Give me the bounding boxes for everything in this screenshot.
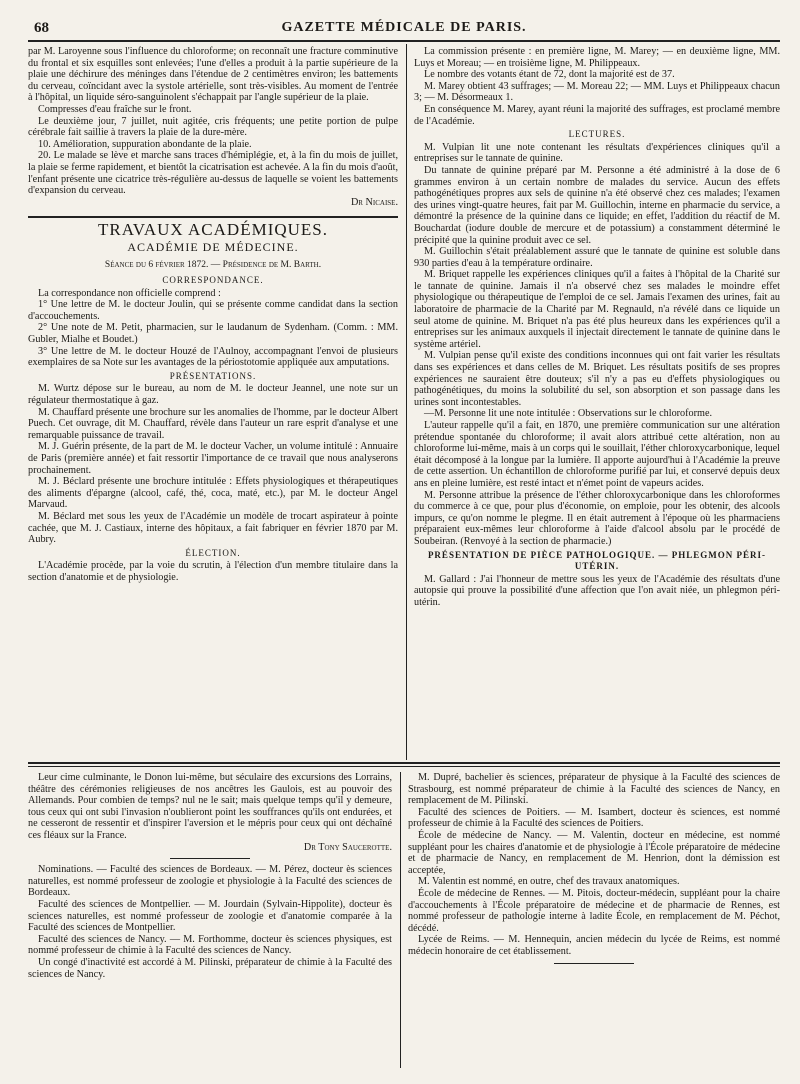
- top-left-column: [28, 46, 398, 758]
- paragraph: 20. Le malade se lève et marche sans traces d'hémiplégie, et, à la fin du mois de juillet, la plaie se ferme rapidement, et bientôt la cicatrisation est achevée. A la fin du mois d'août, l'enfant présente une cicatrice très-régulière au-dessus de laquelle se voient les battements d'expansion du cerveau.: [28, 150, 398, 197]
- paragraph: M. Guillochin s'était préalablement assuré que le tannate de quinine est soluble dans 930 parties d'eau à la température ordinaire.: [414, 246, 780, 269]
- journal-title: GAZETTE MÉDICALE DE PARIS.: [281, 20, 527, 35]
- section-title: TRAVAUX ACADÉMIQUES.: [97, 220, 328, 240]
- subhead-election: ÉLECTION.: [185, 547, 241, 558]
- subhead-piece-pathologique: PRÉSENTATION DE PIÈCE PATHOLOGIQUE. — PHLEGMON PÉRI-UTÉRIN.: [427, 549, 767, 572]
- paragraph: M. Marey obtient 43 suffrages; — M. Moreau 22; — MM. Luys et Philippeaux chacun 3; — M. Désormeaux 1.: [414, 80, 780, 104]
- paragraph: Faculté des sciences de Poitiers. — M. Isambert, docteur ès sciences, est nommé professeur de chimie à la Faculté des sciences de Poitiers.: [408, 806, 780, 830]
- top-right-column: [414, 46, 780, 758]
- paragraph: M. Wurtz dépose sur le bureau, au nom de M. le docteur Jeannel, une note sur un régulateur thermostatique à gaz.: [28, 383, 398, 407]
- paragraph: M. Vulpian lit une note contenant les résultats d'expériences cliniques qu'il a entreprises sur le tannate de quinine.: [414, 141, 780, 165]
- page-number: 68: [34, 20, 49, 36]
- feuilleton-rule-thin: [28, 766, 780, 767]
- paragraph: M. Vulpian pense qu'il existe des conditions inconnues qui ont fait varier les résultats dans ses expériences et dans celles de M. Briquet. Les résultats positifs de ses propres expériences ne sauraient être douteux; s'il n'y a pas eu d'effets physiologiques ou pathogénétiques, du moins la solubilité du sel, son absorption et son passage dans les urines sont incontestables.: [414, 350, 780, 408]
- paragraph: M. Béclard met sous les yeux de l'Académie un modèle de trocart aspirateur à pointe cachée, que M. J. Castiaux, interne des hôpitaux, a fait fabriquer en février 1870 par M. Aubry.: [28, 510, 398, 546]
- paragraph: M. Dupré, bachelier ès sciences, préparateur de physique à la Faculté des sciences de Strasbourg, est nommé préparateur de chimie à la Faculté des sciences de Nancy, en remplacement de M. Pilinski.: [408, 772, 780, 807]
- signature: Dr Nicaise.: [350, 196, 398, 208]
- paragraph: M. Gallard : J'ai l'honneur de mettre sous les yeux de l'Académie des résultats d'une autopsie qui prouve la possibilité d'une affection que l'on avait niée, un phlegmon péri-utérin.: [414, 573, 780, 608]
- paragraph: L'auteur rappelle qu'il a fait, en 1870, une première communication sur une altération prétendue spontanée du chloroforme; il avait alors attribué cette altération, non au chloroforme lui-même, mais à un corps qui le souillait, l'éther chloroxycarbonique, lequel était décomposé à la longue par la lumière. Il apporte aujourd'hui à l'Académie la preuve de cette assertion. Un échantillon de chloroforme purifié par lui, et conservé depuis deux ans en pleine lumière, est resté intact et n'émet point de vapeurs acides.: [414, 420, 780, 489]
- paragraph: Du tannate de quinine préparé par M. Personne a été administré à la dose de 6 grammes environ à un certain nombre de malades du service. Aucun des effets pathogénétiques propres aux sels de quinine n'a été observé chez ces malades; l'examen des urines vingt-quatre heures, fait par M. Guillochin, interne en pharmacie du service, a démontré la présence de la quinine dans ce liquide; en effet, l'addition du réactif de M. Bouchardat (iodure double de mercure et de potassium) a constamment déterminé le précipité que la quinine produit avec ce sel.: [414, 164, 780, 246]
- paragraph: En conséquence M. Marey, ayant réuni la majorité des suffrages, est proclamé membre de l'Académie.: [414, 103, 780, 127]
- paragraph: Un congé d'inactivité est accordé à M. Pilinski, préparateur de chimie à la Faculté des sciences de Nancy.: [28, 956, 392, 980]
- bottom-left-column: [28, 772, 392, 1072]
- paragraph: La correspondance non officielle comprend :: [38, 287, 221, 299]
- paragraph: Nominations. — Faculté des sciences de Bordeaux. — M. Pérez, docteur ès sciences naturelles, est nommé professeur de zoologie et physiologie à la Faculté des sciences de Bordeaux.: [28, 864, 392, 899]
- column-divider-top: [406, 44, 407, 760]
- paragraph: Faculté des sciences de Nancy. — M. Forthomme, docteur ès sciences physiques, est nommé professeur de chimie à la Faculté des sciences de Nancy.: [28, 933, 392, 957]
- page-header: [28, 18, 780, 38]
- subhead-lectures: LECTURES.: [568, 129, 626, 140]
- paragraph: M. Briquet rappelle les expériences cliniques qu'il a faites à l'hôpital de la Charité sur le tannate de quinine. Jamais il n'a observé chez ses malades le moindre effet physiologique ou thérapeutique de l'emploi de ce sel. Jamais l'examen des urines, fait au laboratoire de pharmacie de la Charité par M. Regnauld, n'a révélé dans ce liquide un seul atome de quinine. M. Briquet n'a pas été plus heureux dans les expériences qu'il a entreprises sur les animaux auxquels il injectait directement le tannate de quinine dans le système artériel.: [414, 269, 780, 350]
- paragraph: 3° Une lettre de M. le docteur Houzé de l'Aulnoy, accompagnant l'envoi de plusieurs exemplaires de sa Note sur les avantages de la périostotomie appliquée aux amputations.: [28, 345, 398, 369]
- signature: Dr Tony Saucerotte.: [303, 841, 392, 853]
- paragraph: par M. Laroyenne sous l'influence du chloroforme; on reconnaît une fracture comminutive du frontal et six esquilles sont enlevées; l'une d'elles a produit à la partie supérieure de la plaie une déchirure des méninges dans l'étendue de 2 centimètres environ; les battements du cerveau, coïncidant avec la systole artérielle, sont très-visibles. Au moment de l'entrée à l'hôpital, un liquide séro-sanguinolent s'échappait par l'angle supérieur de la plaie.: [28, 46, 398, 104]
- subhead-presentations: PRÉSENTATIONS.: [169, 370, 257, 381]
- feuilleton-rule: [28, 762, 780, 764]
- paragraph: 1° Une lettre de M. le docteur Joulin, qui se présente comme candidat dans la section d'accouchements.: [28, 299, 398, 322]
- section-rule: [28, 216, 398, 218]
- paragraph: M. J. Béclard présente une brochure intitulée : Effets physiologiques et thérapeutiques des aliments d'épargne (alcool, café, thé, coca, maté, etc.), par M. le docteur Angel Marvaud.: [28, 476, 398, 511]
- paragraph: M. Valentin est nommé, en outre, chef des travaux anatomiques.: [418, 876, 680, 888]
- column-divider-bottom: [400, 772, 401, 1068]
- seance-line: Séance du 6 février 1872. — Présidence de M. Barth.: [104, 259, 322, 270]
- paragraph: Faculté des sciences de Montpellier. — M. Jourdain (Sylvain-Hippolite), docteur ès sciences naturelles, est nommé professeur de zoologie et d'anatomie comparée à la Faculté des sciences de Montpellier.: [28, 898, 392, 934]
- paragraph: Le deuxième jour, 7 juillet, nuit agitée, cris fréquents; une petite portion de pulpe cérébrale fait saillie à travers la plaie de la dure-mère.: [28, 115, 398, 139]
- paragraph: La commission présente : en première ligne, M. Marey; — en deuxième ligne, MM. Luys et Moreau; — en troisième ligne, M. Philippeaux.: [414, 46, 780, 69]
- paragraph: Compresses d'eau fraîche sur le front.: [38, 103, 192, 115]
- paragraph: M. J. Guérin présente, de la part de M. le docteur Vacher, un volume intitulé : Annuaire de Paris (première année) et fait ressortir l'importance de ce travail que nous analyserons prochainement.: [28, 441, 398, 476]
- paragraph: L'Académie procède, par la voie du scrutin, à l'élection d'un membre titulaire dans la section d'anatomie et de physiologie.: [28, 560, 398, 583]
- paragraph: M. Personne attribue la présence de l'éther chloroxycarbonique dans les chloroformes du commerce à ce que, pour plus d'économie, on emploie, pour les obtenir, des alcools impurs, ce qu'on nomme le plegme. Il en était autrement à l'époque où les pharmaciens préparaient eux-mêmes leur chloroforme à l'aide d'alcool absolu par le procédé de Soubeiran. (Renvoyé à la section de pharmacie.): [414, 489, 780, 547]
- paragraph: Le nombre des votants étant de 72, dont la majorité est de 37.: [424, 69, 675, 81]
- paragraph: École de médecine de Rennes. — M. Pitois, docteur-médecin, suppléant pour la chaire d'accouchements à l'École préparatoire de médecine et de pharmacie de Rennes, est nommé professeur de pathologie interne à ladite École, en remplacement de M. Péchot, décédé.: [408, 887, 780, 934]
- paragraph: 2° Une note de M. Petit, pharmacien, sur le laudanum de Sydenham. (Comm. : MM. Gubler, Mialhe et Boudet.): [28, 322, 398, 346]
- paragraph: Lycée de Reims. — M. Hennequin, ancien médecin du lycée de Reims, est nommé médecin honoraire de cet établissement.: [408, 934, 780, 957]
- paragraph: 10. Amélioration, suppuration abondante de la plaie.: [38, 138, 252, 150]
- short-rule: [170, 858, 250, 859]
- paragraph: École de médecine de Nancy. — M. Valentin, docteur en médecine, est nommé suppléant pour les chaires d'anatomie et de physiologie à l'École préparatoire de médecine et de pharmacie de Nancy, en remplacement de M. Henrion, dont la démission est acceptée,: [408, 829, 780, 876]
- paragraph: Leur cime culminante, le Donon lui-même, but séculaire des excursions des Lorrains, théâtre des cérémonies religieuses de nos ancêtres les Gaulois, est au pouvoir des Allemands. Pour combien de temps? nul ne le sait; mais quelque temps qu'il y demeure, tous ceux qui ont subi l'invasion n'oublieront point les souffrances qu'ils ont endurées, et ne cesseront de ressentir et d'inspirer l'aversion et le mépris pour ceux qui ont déchaîné ces fléaux sur la France.: [28, 772, 392, 841]
- subhead-correspondance: CORRESPONDANCE.: [162, 275, 264, 286]
- header-rule: [28, 40, 780, 42]
- bottom-right-column: [408, 772, 780, 1072]
- short-rule: [554, 963, 634, 964]
- academy-title: ACADÉMIE DE MÉDECINE.: [127, 239, 299, 254]
- paragraph: —M. Personne lit une note intitulée : Observations sur le chloroforme.: [424, 408, 713, 420]
- paragraph: M. Chauffard présente une brochure sur les anomalies de l'homme, par le docteur Albert Puech. Cet ouvrage, dit M. Chauffard, révèle dans l'auteur un rare esprit d'analyse et une remarquable puissance de travail.: [28, 406, 398, 441]
